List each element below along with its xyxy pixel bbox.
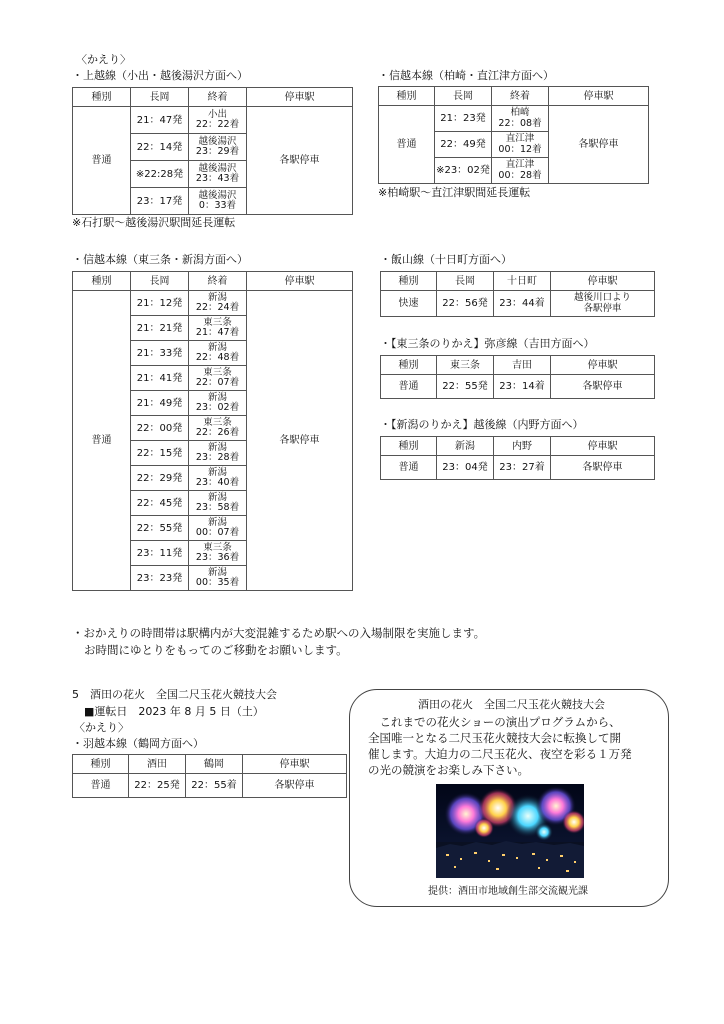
- shinetsu-kashiwazaki-table: [378, 86, 649, 184]
- arrival-time: 21：47着: [195, 327, 240, 338]
- terminal-station: 東三条: [203, 541, 232, 553]
- col-header: 種別: [379, 87, 435, 106]
- arrival-time: 0：33着: [198, 200, 237, 211]
- col-header: 種別: [73, 272, 131, 291]
- arrival-time: 23：44着: [494, 291, 551, 317]
- infobox-title: 酒田の花火 全国二尺玉花火競技大会: [418, 698, 605, 711]
- terminal-cell: [189, 491, 247, 516]
- departure-time: 23：23発: [131, 566, 189, 591]
- terminal-cell: [189, 134, 247, 161]
- terminal-cell: [189, 566, 247, 591]
- infobox-body-line: の光の競演をお楽しみ下さい。: [368, 763, 529, 777]
- departure-time: 23：17発: [131, 188, 189, 215]
- notice-line: ・おかえりの時間帯は駅構内が大変混雑するため駅への入場制限を実施します。: [72, 626, 486, 640]
- shinetsu-niigata-table: [72, 271, 353, 591]
- arrival-time: 23：40着: [195, 477, 240, 488]
- col-header: 種別: [73, 755, 129, 774]
- fireworks-photo: [436, 784, 584, 878]
- col-header: 終着: [189, 272, 247, 291]
- echigo-title: ・【新潟のりかえ】越後線（内野方面へ）: [380, 418, 584, 431]
- terminal-cell: [189, 391, 247, 416]
- section5-heading: 5 酒田の花火 全国二尺玉花火競技大会: [72, 688, 277, 701]
- terminal-station: 柏崎: [510, 107, 530, 118]
- arrival-time: 23：28着: [195, 452, 240, 463]
- col-header: 東三条: [437, 356, 494, 375]
- iiyama-title: ・飯山線（十日町方面へ）: [380, 253, 512, 266]
- terminal-station: 新潟: [207, 566, 227, 578]
- col-header: 鶴岡: [186, 755, 243, 774]
- return-heading: 〈かえり〉: [76, 53, 131, 66]
- terminal-cell: [189, 441, 247, 466]
- terminal-station: 新潟: [207, 291, 227, 303]
- stop-pattern: 各駅停車: [551, 456, 655, 480]
- iiyama-table: [380, 271, 655, 317]
- infobox-body-line: 全国唯一となる二尺玉花火競技大会に転換して開: [368, 731, 621, 745]
- terminal-cell: [189, 291, 247, 316]
- terminal-cell: [492, 132, 549, 158]
- col-header: 停車駅: [247, 88, 353, 107]
- stop-pattern: 各駅停車: [247, 291, 353, 591]
- train-type: 普通: [73, 107, 131, 215]
- infobox-body-line: 催します。大迫力の二尺玉花火、夜空を彩る１万発: [368, 747, 632, 761]
- departure-time: 22：56発: [437, 291, 494, 317]
- terminal-station: 新潟: [207, 466, 227, 478]
- train-type: 普通: [381, 375, 437, 399]
- terminal-station: 新潟: [207, 491, 227, 503]
- section5-return: 〈かえり〉: [74, 721, 129, 734]
- shinetsu-niigata-title: ・信越本線（東三条・新潟方面へ）: [72, 253, 248, 266]
- col-header: 停車駅: [247, 272, 353, 291]
- echigo-table: [380, 436, 655, 480]
- stop-pattern-line: 越後川口より: [573, 292, 631, 303]
- arrival-time: 22：08着: [498, 117, 542, 129]
- terminal-cell: [189, 466, 247, 491]
- arrival-time: 22：48着: [195, 352, 240, 363]
- col-header: 長岡: [435, 87, 492, 106]
- terminal-cell: [189, 416, 247, 441]
- col-header: 長岡: [131, 88, 189, 107]
- arrival-time: 23：27着: [494, 456, 551, 480]
- arrival-time: 00：28着: [498, 169, 542, 181]
- arrival-time: 23：36着: [195, 552, 240, 563]
- col-header: 終着: [492, 87, 549, 106]
- joetsu-title: ・上越線（小出・越後湯沢方面へ）: [72, 69, 248, 82]
- terminal-station: 東三条: [203, 416, 232, 428]
- departure-time: ※23：02発: [435, 158, 492, 184]
- yahiko-table: [380, 355, 655, 399]
- terminal-cell: [189, 541, 247, 566]
- col-header: 長岡: [437, 272, 494, 291]
- stop-pattern: 各駅停車: [247, 107, 353, 215]
- terminal-cell: [189, 366, 247, 391]
- arrival-time: 23：14着: [494, 375, 551, 399]
- arrival-time: 23：43着: [195, 173, 240, 184]
- col-header: 種別: [381, 437, 437, 456]
- col-header: 酒田: [129, 755, 186, 774]
- departure-time: 22：29発: [131, 466, 189, 491]
- notice-line: お時間にゆとりをもってのご移動をお願いします。: [84, 643, 348, 657]
- terminal-station: 小出: [207, 108, 227, 120]
- col-header: 種別: [381, 356, 437, 375]
- arrival-time: 00：07着: [195, 527, 240, 538]
- col-header: 新潟: [437, 437, 494, 456]
- train-type: 普通: [379, 106, 435, 184]
- train-type: 快速: [381, 291, 437, 317]
- col-header: 終着: [189, 88, 247, 107]
- departure-time: 22：14発: [131, 134, 189, 161]
- departure-time: 22：45発: [131, 491, 189, 516]
- departure-time: 23：11発: [131, 541, 189, 566]
- arrival-time: 23：02着: [195, 402, 240, 413]
- departure-time: 21：49発: [131, 391, 189, 416]
- section5-date: ■運転日 2023 年 8 月 5 日（土）: [84, 705, 264, 718]
- shinetsu-kashiwazaki-note: ※柏崎駅～直江津駅間延長運転: [378, 186, 531, 199]
- terminal-station: 直江津: [505, 133, 535, 144]
- col-header: 停車駅: [549, 87, 649, 106]
- terminal-station: 東三条: [203, 366, 232, 378]
- infobox-body-line: これまでの花火ショーの演出プログラムから、: [368, 715, 621, 729]
- yahiko-title: ・【東三条のりかえ】弥彦線（吉田方面へ）: [380, 337, 595, 350]
- arrival-time: 22：07着: [195, 377, 240, 388]
- col-header: 停車駅: [551, 437, 655, 456]
- departure-time: 21：23発: [435, 106, 492, 132]
- col-header: 吉田: [494, 356, 551, 375]
- fireworks-image: [436, 784, 584, 878]
- col-header: 停車駅: [551, 272, 655, 291]
- arrival-time: 22：55着: [186, 774, 243, 798]
- col-header: 停車駅: [243, 755, 347, 774]
- stop-pattern: 各駅停車: [243, 774, 347, 798]
- col-header: 種別: [73, 88, 131, 107]
- joetsu-note: ※石打駅～越後湯沢駅間延長運転: [72, 216, 236, 229]
- terminal-cell: [189, 341, 247, 366]
- arrival-time: 23：58着: [195, 502, 240, 513]
- terminal-cell: [189, 107, 247, 134]
- arrival-time: 00：35着: [195, 577, 240, 588]
- arrival-time: 22：24着: [195, 302, 240, 313]
- stop-pattern: 各駅停車: [549, 106, 649, 184]
- train-type: 普通: [73, 291, 131, 591]
- photo-credit: 提供：酒田市地域創生部交流観光課: [428, 886, 588, 897]
- col-header: 十日町: [494, 272, 551, 291]
- terminal-station: 直江津: [505, 159, 535, 170]
- departure-time: 21：41発: [131, 366, 189, 391]
- departure-time: 22：25発: [129, 774, 186, 798]
- terminal-station: 越後湯沢: [198, 162, 237, 174]
- col-header: 内野: [494, 437, 551, 456]
- departure-time: 22：15発: [131, 441, 189, 466]
- train-type: 普通: [381, 456, 437, 480]
- col-header: 停車駅: [551, 356, 655, 375]
- departure-time: 21：12発: [131, 291, 189, 316]
- departure-time: 22：49発: [435, 132, 492, 158]
- terminal-cell: [492, 106, 549, 132]
- shinetsu-kashiwazaki-title: ・信越本線（柏崎・直江津方面へ）: [378, 69, 554, 82]
- departure-time: 22：55発: [131, 516, 189, 541]
- joetsu-table: [72, 87, 353, 215]
- arrival-time: 22：22着: [195, 119, 240, 130]
- departure-time: 21：47発: [131, 107, 189, 134]
- arrival-time: 00：12着: [498, 143, 542, 155]
- departure-time: 22：55発: [437, 375, 494, 399]
- uetsu-title: ・羽越本線（鶴岡方面へ）: [72, 737, 204, 750]
- terminal-station: 新潟: [207, 341, 227, 353]
- stop-pattern-line: 各駅停車: [583, 302, 622, 314]
- terminal-station: 新潟: [207, 516, 227, 528]
- stop-pattern: 各駅停車: [551, 375, 655, 399]
- departure-time: 21：33発: [131, 341, 189, 366]
- train-type: 普通: [73, 774, 129, 798]
- terminal-cell: [189, 316, 247, 341]
- terminal-station: 越後湯沢: [198, 135, 237, 147]
- terminal-station: 新潟: [207, 391, 227, 403]
- terminal-cell: [189, 516, 247, 541]
- arrival-time: 23：29着: [195, 146, 240, 157]
- departure-time: 22：00発: [131, 416, 189, 441]
- terminal-station: 東三条: [203, 316, 232, 328]
- terminal-station: 新潟: [207, 441, 227, 453]
- terminal-cell: [189, 188, 247, 215]
- departure-time: ※22:28発: [131, 161, 189, 188]
- uetsu-table: [72, 754, 347, 798]
- arrival-time: 22：26着: [195, 427, 240, 438]
- terminal-cell: [189, 161, 247, 188]
- stop-pattern: [551, 291, 655, 317]
- terminal-cell: [492, 158, 549, 184]
- col-header: 長岡: [131, 272, 189, 291]
- col-header: 種別: [381, 272, 437, 291]
- departure-time: 21：21発: [131, 316, 189, 341]
- fireworks-info-box: [349, 689, 669, 907]
- departure-time: 23：04発: [437, 456, 494, 480]
- terminal-station: 越後湯沢: [198, 189, 237, 201]
